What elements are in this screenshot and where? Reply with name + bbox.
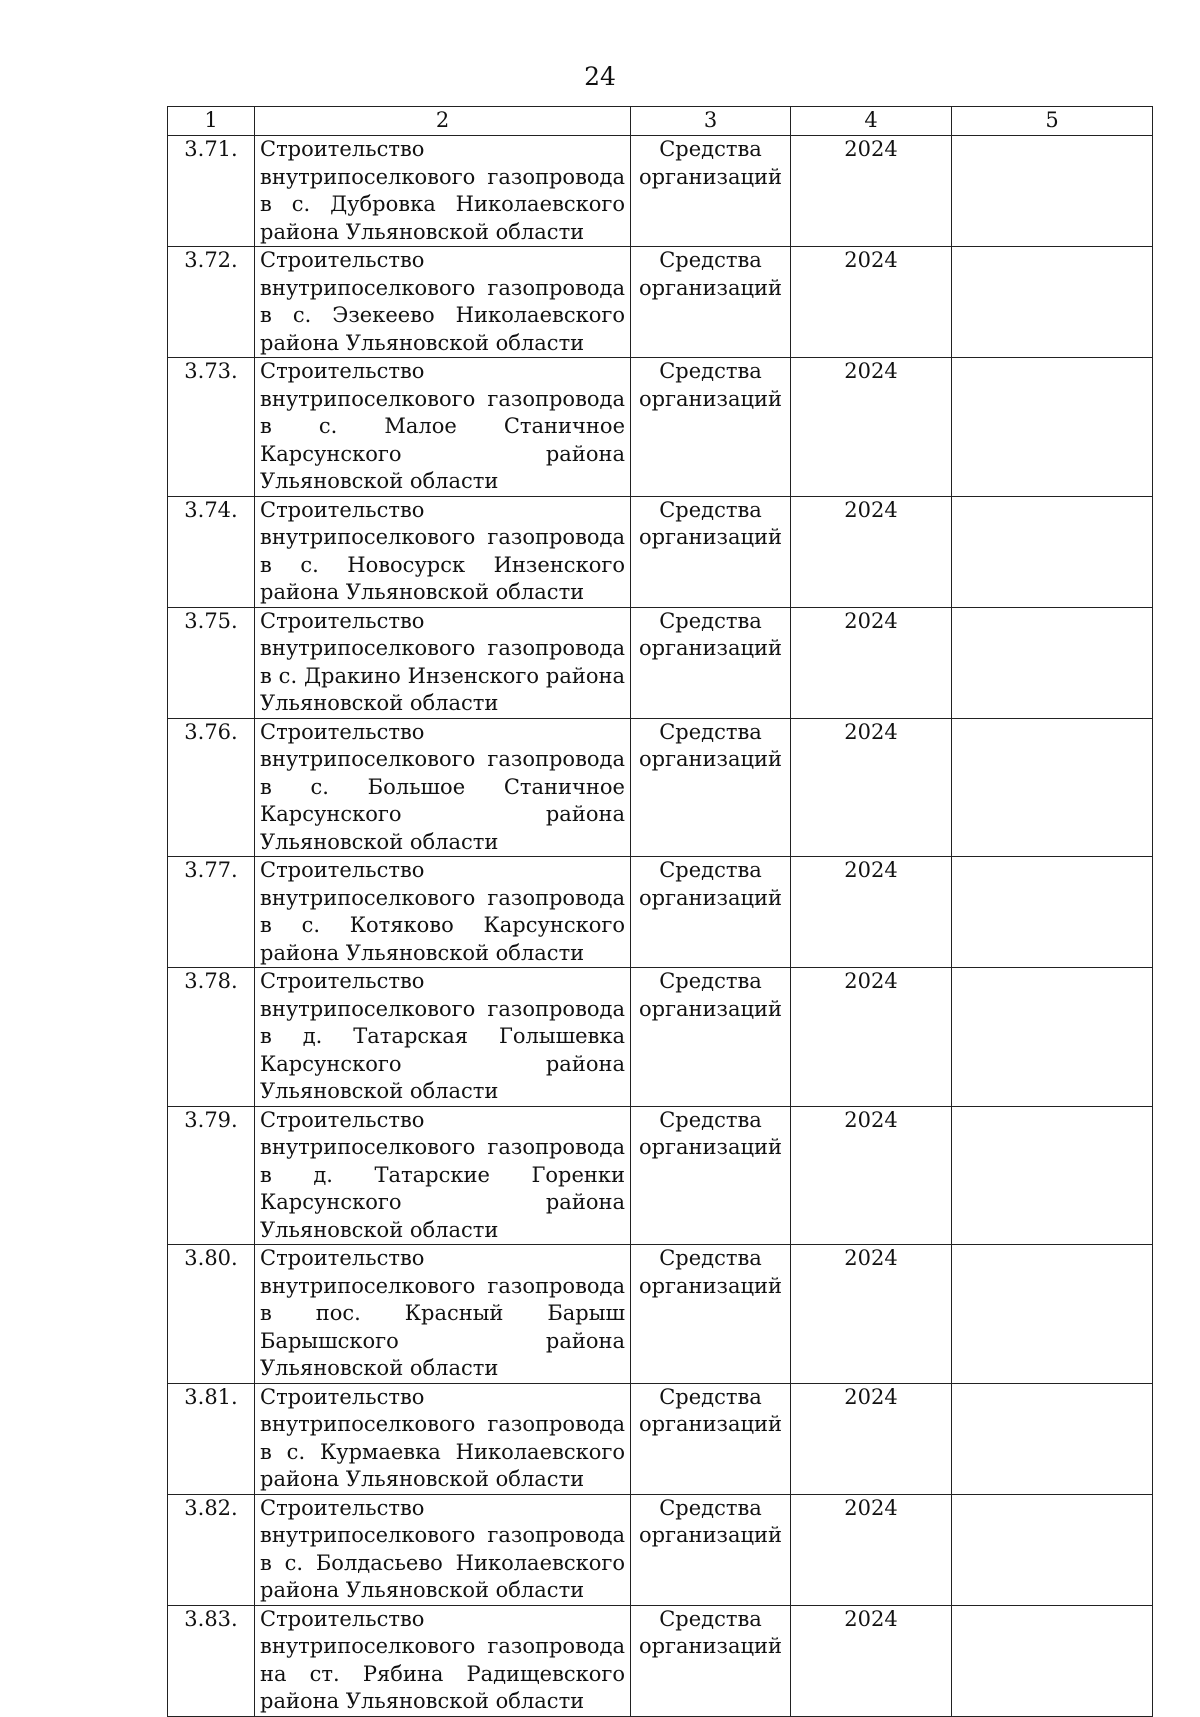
note-cell <box>952 1605 1153 1716</box>
year-cell: 2024 <box>791 1383 952 1494</box>
year-cell: 2024 <box>791 1605 952 1716</box>
note-cell <box>952 718 1153 857</box>
description-cell: Строительство внутрипоселкового газопровода в с. Малое Станичное Карсунского района Ульяновской области <box>255 358 631 497</box>
row-number-cell: 3.71. <box>168 136 255 247</box>
header-row <box>168 107 1153 136</box>
column-header-2: 2 <box>255 107 631 136</box>
row-number-cell: 3.75. <box>168 607 255 718</box>
note-cell <box>952 247 1153 358</box>
row-number-cell: 3.81. <box>168 1383 255 1494</box>
row-number-cell: 3.74. <box>168 496 255 607</box>
funding-source-cell: Средства организаций <box>631 857 791 968</box>
column-header-4: 4 <box>791 107 952 136</box>
table-row <box>168 1494 1153 1605</box>
column-header-3: 3 <box>631 107 791 136</box>
table-row <box>168 968 1153 1107</box>
year-cell: 2024 <box>791 1494 952 1605</box>
year-cell: 2024 <box>791 1245 952 1384</box>
note-cell <box>952 136 1153 247</box>
year-cell: 2024 <box>791 1106 952 1245</box>
table-row <box>168 358 1153 497</box>
year-cell: 2024 <box>791 496 952 607</box>
table-row <box>168 496 1153 607</box>
year-cell: 2024 <box>791 857 952 968</box>
row-number-cell: 3.82. <box>168 1494 255 1605</box>
column-header-1: 1 <box>168 107 255 136</box>
funding-source-cell: Средства организаций <box>631 358 791 497</box>
column-header-5: 5 <box>952 107 1153 136</box>
funding-source-cell: Средства организаций <box>631 136 791 247</box>
row-number-cell: 3.72. <box>168 247 255 358</box>
funding-source-cell: Средства организаций <box>631 1383 791 1494</box>
year-cell: 2024 <box>791 718 952 857</box>
description-cell: Строительство внутрипоселкового газопровода на ст. Рябина Радищевского района Ульяновской области <box>255 1605 631 1716</box>
funding-source-cell: Средства организаций <box>631 718 791 857</box>
description-cell: Строительство внутрипоселкового газопровода в с. Дракино Инзенского района Ульяновской области <box>255 607 631 718</box>
description-cell: Строительство внутрипоселкового газопровода в с. Дубровка Николаевского района Ульяновской области <box>255 136 631 247</box>
year-cell: 2024 <box>791 968 952 1107</box>
year-cell: 2024 <box>791 358 952 497</box>
note-cell <box>952 1383 1153 1494</box>
table-row <box>168 1605 1153 1716</box>
program-table <box>167 106 1153 1717</box>
row-number-cell: 3.78. <box>168 968 255 1107</box>
page-number: 24 <box>584 62 616 91</box>
row-number-cell: 3.76. <box>168 718 255 857</box>
table-row <box>168 1383 1153 1494</box>
note-cell <box>952 857 1153 968</box>
funding-source-cell: Средства организаций <box>631 496 791 607</box>
description-cell: Строительство внутрипоселкового газопровода в д. Татарская Голышевка Карсунского района Ульяновской области <box>255 968 631 1107</box>
row-number-cell: 3.83. <box>168 1605 255 1716</box>
description-cell: Строительство внутрипоселкового газопровода в с. Большое Станичное Карсунского района Ульяновской области <box>255 718 631 857</box>
year-cell: 2024 <box>791 607 952 718</box>
description-cell: Строительство внутрипоселкового газопровода в д. Татарские Горенки Карсунского района Ульяновской области <box>255 1106 631 1245</box>
table-row <box>168 1245 1153 1384</box>
description-cell: Строительство внутрипоселкового газопровода в с. Эзекеево Николаевского района Ульяновской области <box>255 247 631 358</box>
description-cell: Строительство внутрипоселкового газопровода в с. Курмаевка Николаевского района Ульяновской области <box>255 1383 631 1494</box>
funding-source-cell: Средства организаций <box>631 1494 791 1605</box>
funding-source-cell: Средства организаций <box>631 1605 791 1716</box>
year-cell: 2024 <box>791 247 952 358</box>
note-cell <box>952 968 1153 1107</box>
table-row <box>168 247 1153 358</box>
note-cell <box>952 1106 1153 1245</box>
note-cell <box>952 358 1153 497</box>
note-cell <box>952 496 1153 607</box>
funding-source-cell: Средства организаций <box>631 1106 791 1245</box>
year-cell: 2024 <box>791 136 952 247</box>
table-row <box>168 718 1153 857</box>
table-row <box>168 857 1153 968</box>
table-row <box>168 136 1153 247</box>
funding-source-cell: Средства организаций <box>631 247 791 358</box>
description-cell: Строительство внутрипоселкового газопровода в с. Болдасьево Николаевского района Ульяновской области <box>255 1494 631 1605</box>
funding-source-cell: Средства организаций <box>631 968 791 1107</box>
note-cell <box>952 1494 1153 1605</box>
row-number-cell: 3.80. <box>168 1245 255 1384</box>
table-row <box>168 1106 1153 1245</box>
note-cell <box>952 607 1153 718</box>
row-number-cell: 3.79. <box>168 1106 255 1245</box>
table-row <box>168 607 1153 718</box>
funding-source-cell: Средства организаций <box>631 607 791 718</box>
description-cell: Строительство внутрипоселкового газопровода в пос. Красный Барыш Барышского района Ульяновской области <box>255 1245 631 1384</box>
description-cell: Строительство внутрипоселкового газопровода в с. Новосурск Инзенского района Ульяновской области <box>255 496 631 607</box>
row-number-cell: 3.73. <box>168 358 255 497</box>
funding-source-cell: Средства организаций <box>631 1245 791 1384</box>
note-cell <box>952 1245 1153 1384</box>
description-cell: Строительство внутрипоселкового газопровода в с. Котяково Карсунского района Ульяновской области <box>255 857 631 968</box>
row-number-cell: 3.77. <box>168 857 255 968</box>
